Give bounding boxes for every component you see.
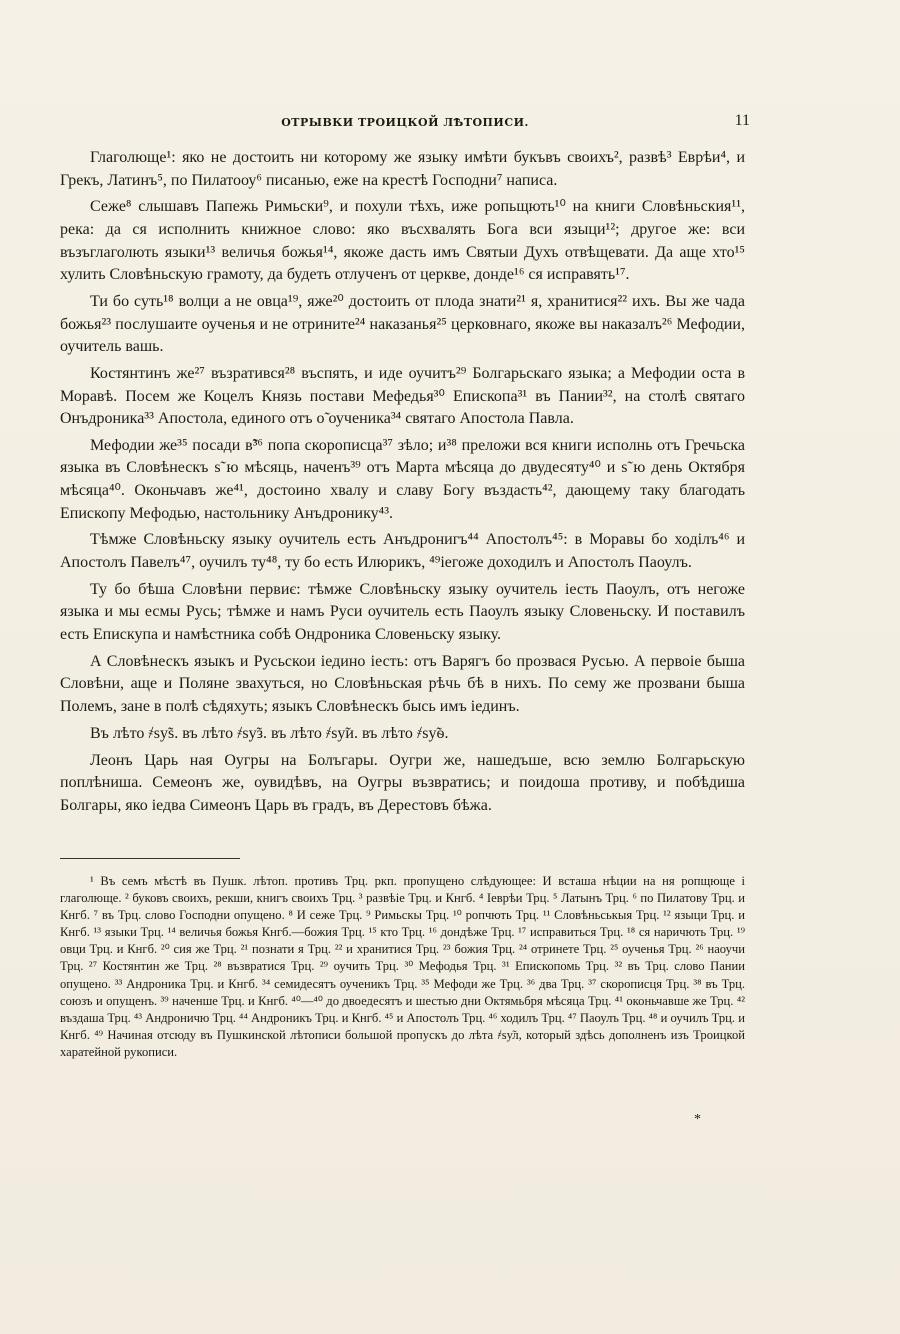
footnotes: ¹ Въ семъ мѣстѣ въ Пушк. лѣтоп. противъ Трц. ркп. пропущено слѣдующее: И всташа нѣции на ня ропщюще і глаголюще. ² буковъ своихъ, рекши, книгъ своихъ Трц. ³ развѣіе Трц. и Кнгб. ⁴ Іеврѣи Трц. ⁵ Латынъ Трц. ⁶ по Пилатову Трц. и Кнгб. ⁷ въ Трц. слово Господни опущено. ⁸ И сеже Трц. ⁹ Римьскы Трц. ¹⁰ ропчють Трц. ¹¹ Словѣньськыя Трц. ¹² языци Трц. и Кнгб. ¹³ языки Трц. ¹⁴ величья божья Кнгб.—божия Трц. ¹⁵ кто Трц. ¹⁶ дондѣже Трц. ¹⁷ исправиться Трц. ¹⁸ ся наричють Трц. ¹⁹ овци Трц. и Кнгб. ²⁰ сия же Трц. ²¹ познати я Трц. ²² и хранитися Трц. ²³ божия Трц. ²⁴ отринете Трц. ²⁵ оученья Трц. ²⁶ наоучи Трц. ²⁷ Костянтин же Трц. ²⁸ възвратися Трц. ²⁹ оучить Трц. ³⁰ Мефодья Трц. ³¹ Епископомь Трц. ³² въ Трц. слово Пании опущено. ³³ Андроника Трц. и Кнгб. ³⁴ семидесятъ оученикъ Трц. ³⁵ Мефоди же Трц. ³⁶ два Трц. ³⁷ скорописця Трц. ³⁸ въ Трц. союзъ и опущенъ. ³⁹ наченше Трц. и Кнгб. ⁴⁰—⁴⁰ до двоедесятъ и шестью дни Октямьбря мѣсяца Трц. ⁴¹ оконьчавше же Трц. ⁴² въздаша Трц. ⁴³ Андроничю Трц. ⁴⁴ Андроникъ Трц. и Кнгб. ⁴⁵ и Апостолъ Трц. ⁴⁶ ходилъ Трц. ⁴⁷ Паоулъ Трц. ⁴⁸ и оучилъ Трц. и Кнгб. ⁴⁹ Начиная отсюду въ Пушкинской лѣтописи большой пропускъ до лѣта ҂ѕу̃л, который здѣсь дополненъ изъ Троицкой харатейной рукописи. [60,874,745,1059]
running-head [60,112,750,136]
page-number: 11 [734,112,750,129]
paragraph-years: Въ лѣто ҂ѕу̃ѕ. въ лѣто ҂ѕу̃з. въ лѣто ҂ѕу̃и. въ лѣто ҂ѕу̃ѳ. [90,724,449,742]
paragraph: Сеже⁸ слышавъ Папежь Римьски⁹, и похули тѣхъ, иже ропьщють¹⁰ на книги Словѣньския¹¹, река: да ся исполнить книжное слово: яко въсхвалять Бога вси языци¹²; другое же: вси възъглаголють языки¹³ величья божья¹⁴, якоже дасть имъ Святыи Духъ отвѣщевати. Да аще хто¹⁵ хулить Словѣньскую грамоту, да будеть отлученъ от церкве, донде¹⁶ ся исправять¹⁷. [60,198,745,284]
paragraph: Тѣмже Словѣньску языку оучитель есть Анъдронигъ⁴⁴ Апостолъ⁴⁵: в Моравы бо ходілъ⁴⁶ и Апостолъ Павелъ⁴⁷, оучилъ ту⁴⁸, ту бо есть Илюрикъ, ⁴⁹іегоже доходилъ и Апостолъ Паоулъ. [60,531,745,572]
paragraph: А Словѣнескъ языкъ и Русьскои іедино іесть: отъ Варягъ бо прозвася Русью. А первоіе быша Словѣни, аще и Поляне звахуться, но Словѣньская рѣчь бѣ в нихъ. По сему же прозвани быша Полемъ, зане в полѣ сѣдяхуть; языкъ Словѣнескъ бысь имъ іединъ. [60,652,745,715]
paragraph: Ти бо суть¹⁸ волци а не овца¹⁹, яже²⁰ достоить от плода знати²¹ я, хранитися²² ихъ. Вы же чада божья²³ послушаите оученья и не отрините²⁴ наказанья²⁵ церковнаго, якоже вы наказалъ²⁶ Мефодии, оучитель вашь. [60,292,745,356]
end-mark: * [694,1112,701,1127]
main-text [60,147,745,822]
running-title: ОТРЫВКИ ТРОИЦКОЙ ЛѢТОПИСИ. [281,116,529,129]
footnote-divider [60,858,240,859]
paragraph: Костянтинъ же²⁷ възратився²⁸ въспять, и иде оучитъ²⁹ Болгарьскаго языка; а Мефодии оста в Моравѣ. Посем же Коцелъ Князь постави Мефедья³⁰ Епископа³¹ въ Пании³², на столѣ святаго Онъдроника³³ Апостола, единого отъ о̃ оученика³⁴ святаго Апостола Павла. [60,364,745,428]
paragraph: Ту бо бѣша Словѣни первиє: тѣмже Словѣньску языку оучитель іесть Паоулъ, отъ негоже языка и мы есмы Русь; тѣмже и намъ Руси оучитель есть Паоулъ языку Словеньску. И поставилъ есть Епискупа и намѣстника собѣ Ондроника Словеньску языку. [60,580,745,643]
paragraph: Мефодии же³⁵ посади в̃³⁶ попа скорописца³⁷ зѣло; и³⁸ преложи вся книги исполнь отъ Гречьска языка въ Словѣнескъ ѕ̃ ю мѣсяць, наченъ³⁹ отъ Марта мѣсяца до двудесяту⁴⁰ и ѕ̃ ю день Октября мѣсяца⁴⁰. Оконьчавъ же⁴¹, достоино хвалу и славу Богу въздасть⁴², дающему таку благодать Епископу Мефодью, настольнику Анъдронику⁴³. [60,436,745,522]
paragraph: Леонъ Царь ная Оугры на Болъгары. Оугри же, нашедъше, всю землю Болгарьскую поплѣниша. Семеонъ же, оувидѣвъ, на Оугры възвратись; и поидоша противу, и побѣдиша Болгары, яко іедва Симеонъ Царь въ градъ, въ Дерестовъ бѣжа. [60,751,745,814]
paragraph: Глаголюще¹: яко не достоить ни которому же языку имѣти букъвъ своихъ², развѣ³ Еврѣи⁴, и Грекъ, Латинъ⁵, по Пилатооу⁶ писанью, еже на крестѣ Господни⁷ написа. [60,149,745,189]
